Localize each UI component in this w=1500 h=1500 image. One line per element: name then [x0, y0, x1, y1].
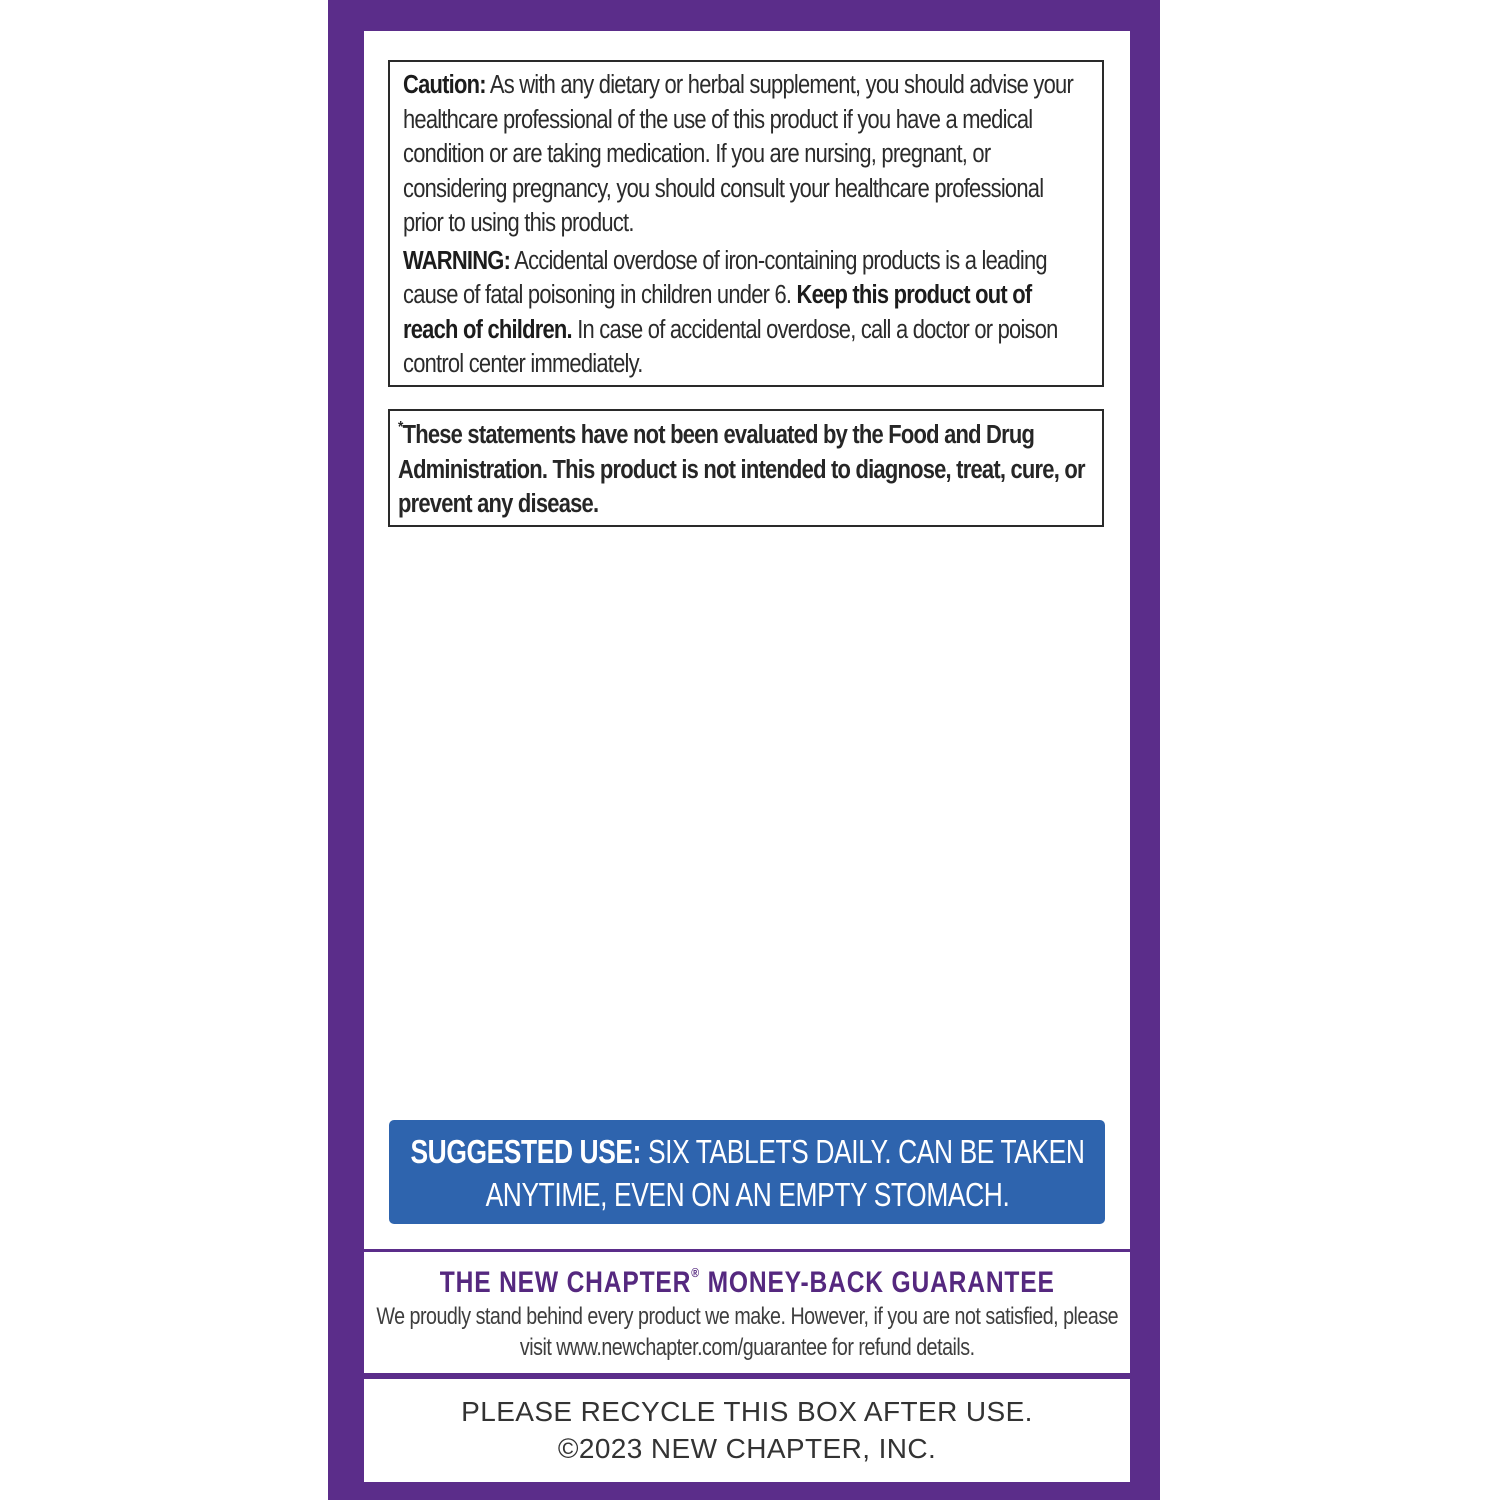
label-panel — [364, 31, 1130, 1249]
fda-disclaimer-box — [388, 409, 1104, 527]
fda-text: These statements have not been evaluated by the Food and Drug Administration. This product is not intended to diagnose, treat, cure, or prevent any disease. — [398, 421, 1085, 518]
suggested-use-banner — [389, 1120, 1105, 1224]
guarantee-title-rest: MONEY-BACK GUARANTEE — [699, 1266, 1055, 1299]
copyright-notice: ©2023 NEW CHAPTER, INC. — [557, 1433, 937, 1464]
fda-disclaimer-text — [398, 418, 1088, 522]
warning-paragraph — [403, 244, 1088, 382]
warning-bold-text: Keep this product out of reach of children. — [403, 281, 1032, 344]
caution-label: Caution: — [403, 71, 486, 99]
warning-text-1: Accidental overdose of iron-containing products is a leading cause of fatal poisoning in children under 6. — [403, 246, 1047, 309]
footer-section — [364, 1379, 1130, 1482]
warning-text-2: In case of accidental overdose, call a doctor or poison control center immediately. — [403, 315, 1058, 378]
guarantee-section — [364, 1252, 1130, 1373]
caution-paragraph — [403, 68, 1088, 241]
guarantee-title-brand: THE NEW CHAPTER — [439, 1266, 691, 1299]
recycle-notice: PLEASE RECYCLE THIS BOX AFTER USE. — [461, 1396, 1033, 1427]
warning-label: WARNING: — [403, 246, 511, 275]
caution-text: As with any dietary or herbal supplement, you should advise your healthcare professional of the use of this product if you have a medical condition or are taking medication. If you are nursing, pregnant, or considering pregnancy, you should consult your healthcare professional prior to using this product. — [403, 71, 1073, 237]
asterisk: * — [398, 419, 403, 436]
suggested-use-instructions: SIX TABLETS DAILY. CAN BE TAKEN ANYTIME, EVEN ON AN EMPTY STOMACH. — [485, 1133, 1085, 1213]
caution-warning-box — [388, 60, 1104, 387]
guarantee-title — [364, 1252, 1130, 1301]
suggested-use-label: SUGGESTED USE: — [409, 1133, 641, 1170]
purple-frame — [328, 0, 1160, 1500]
guarantee-text: We proudly stand behind every product we make. However, if you are not satisfied, please visit www.newchapter.com/guarantee for refund details. — [376, 1303, 1118, 1361]
suggested-use-text — [389, 1120, 1105, 1216]
caution-text-block — [403, 68, 1088, 382]
registered-mark: ® — [690, 1265, 700, 1280]
